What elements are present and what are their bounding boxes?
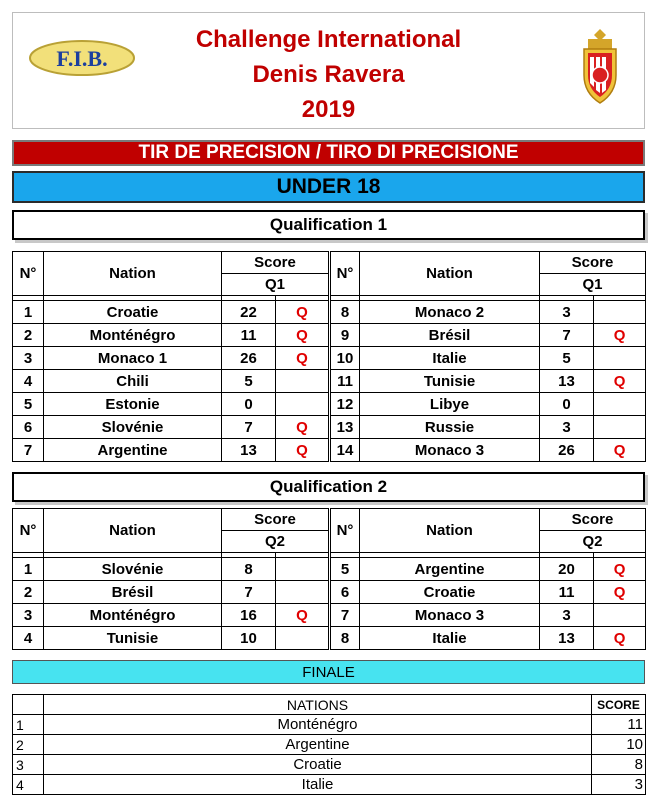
finale-col-score: SCORE bbox=[592, 695, 646, 715]
row-number: 3 bbox=[13, 347, 44, 370]
finale-banner: FINALE bbox=[12, 660, 645, 684]
row-number: 8 bbox=[330, 627, 360, 650]
row-nation: Slovénie bbox=[44, 416, 222, 439]
header-year: 2019 bbox=[301, 96, 356, 123]
row-score: 16 bbox=[222, 604, 276, 627]
table-row bbox=[13, 370, 646, 393]
row-number: 5 bbox=[13, 393, 44, 416]
row-number: 13 bbox=[330, 416, 360, 439]
qualified-mark bbox=[594, 393, 646, 416]
qualified-mark: Q bbox=[594, 627, 646, 650]
row-number: 4 bbox=[13, 627, 44, 650]
header-title-line2: Denis Ravera bbox=[252, 61, 405, 88]
row-number: 7 bbox=[13, 439, 44, 462]
finale-nation: Argentine bbox=[44, 735, 592, 755]
finale-nation: Monténégro bbox=[44, 715, 592, 735]
section-banner: TIR DE PRECISION / TIRO DI PRECISIONE bbox=[12, 140, 645, 166]
row-number: 2 bbox=[13, 581, 44, 604]
col-header-score: Score bbox=[222, 509, 330, 531]
row-number: 5 bbox=[330, 558, 360, 581]
row-number: 12 bbox=[330, 393, 360, 416]
table-row bbox=[13, 439, 646, 462]
table-row bbox=[13, 581, 646, 604]
row-number: 1 bbox=[13, 558, 44, 581]
header-title-line1: Challenge International bbox=[195, 26, 462, 53]
qualified-mark: Q bbox=[276, 416, 330, 439]
finale-score: 11 bbox=[592, 715, 646, 735]
finale-table bbox=[12, 694, 646, 795]
row-score: 3 bbox=[540, 416, 594, 439]
col-header-num: N° bbox=[330, 252, 360, 296]
row-nation: Brésil bbox=[360, 324, 540, 347]
finale-row bbox=[13, 775, 646, 795]
col-header-score: Score bbox=[222, 252, 330, 274]
finale-nation: Croatie bbox=[44, 755, 592, 775]
col-header-q1: Q1 bbox=[222, 274, 330, 296]
row-number: 6 bbox=[330, 581, 360, 604]
table-row bbox=[13, 416, 646, 439]
finale-row bbox=[13, 715, 646, 735]
finale-row bbox=[13, 735, 646, 755]
qualified-mark: Q bbox=[594, 581, 646, 604]
row-score: 26 bbox=[540, 439, 594, 462]
qualified-mark: Q bbox=[276, 439, 330, 462]
row-score: 5 bbox=[540, 347, 594, 370]
qualified-mark bbox=[276, 393, 330, 416]
qualification1-table bbox=[12, 251, 646, 462]
col-header-nation: Nation bbox=[360, 252, 540, 296]
row-number: 1 bbox=[13, 301, 44, 324]
finale-rank: 2 bbox=[13, 735, 44, 755]
row-number: 6 bbox=[13, 416, 44, 439]
fib-logo-text: F.I.B. bbox=[56, 46, 108, 71]
row-score: 26 bbox=[222, 347, 276, 370]
row-number: 7 bbox=[330, 604, 360, 627]
finale-score: 3 bbox=[592, 775, 646, 795]
qualification1-title: Qualification 1 bbox=[12, 210, 645, 240]
qualified-mark bbox=[276, 581, 330, 604]
row-number: 10 bbox=[330, 347, 360, 370]
row-score: 0 bbox=[540, 393, 594, 416]
qualified-mark bbox=[594, 301, 646, 324]
monaco-crest-logo bbox=[580, 27, 620, 105]
col-header-nation: Nation bbox=[44, 509, 222, 553]
row-nation: Croatie bbox=[360, 581, 540, 604]
row-score: 11 bbox=[222, 324, 276, 347]
row-number: 8 bbox=[330, 301, 360, 324]
qualification2-title: Qualification 2 bbox=[12, 472, 645, 502]
row-nation: Monténégro bbox=[44, 324, 222, 347]
col-header-nation: Nation bbox=[44, 252, 222, 296]
row-number: 4 bbox=[13, 370, 44, 393]
row-score: 3 bbox=[540, 604, 594, 627]
row-nation: Italie bbox=[360, 347, 540, 370]
row-nation: Italie bbox=[360, 627, 540, 650]
col-header-num: N° bbox=[330, 509, 360, 553]
row-nation: Croatie bbox=[44, 301, 222, 324]
qualified-mark: Q bbox=[276, 347, 330, 370]
row-nation: Russie bbox=[360, 416, 540, 439]
qualified-mark: Q bbox=[594, 439, 646, 462]
table-row bbox=[13, 393, 646, 416]
row-nation: Tunisie bbox=[360, 370, 540, 393]
event-header bbox=[12, 12, 645, 129]
row-nation: Libye bbox=[360, 393, 540, 416]
finale-row bbox=[13, 755, 646, 775]
row-nation: Monaco 3 bbox=[360, 604, 540, 627]
row-score: 7 bbox=[222, 581, 276, 604]
col-header-num: N° bbox=[13, 252, 44, 296]
row-number: 14 bbox=[330, 439, 360, 462]
row-nation: Estonie bbox=[44, 393, 222, 416]
row-score: 13 bbox=[540, 370, 594, 393]
qualified-mark: Q bbox=[276, 301, 330, 324]
qualified-mark: Q bbox=[594, 558, 646, 581]
row-nation: Brésil bbox=[44, 581, 222, 604]
table-row bbox=[13, 627, 646, 650]
row-nation: Monténégro bbox=[44, 604, 222, 627]
row-score: 8 bbox=[222, 558, 276, 581]
qualified-mark bbox=[594, 604, 646, 627]
finale-score: 10 bbox=[592, 735, 646, 755]
row-number: 3 bbox=[13, 604, 44, 627]
col-header-nation: Nation bbox=[360, 509, 540, 553]
row-score: 0 bbox=[222, 393, 276, 416]
row-nation: Chili bbox=[44, 370, 222, 393]
table-row bbox=[13, 347, 646, 370]
table-row bbox=[13, 301, 646, 324]
qualified-mark bbox=[594, 416, 646, 439]
col-header-score: Score bbox=[540, 509, 646, 531]
row-score: 7 bbox=[540, 324, 594, 347]
finale-rank: 1 bbox=[13, 715, 44, 735]
col-header-q2: Q2 bbox=[222, 531, 330, 553]
row-score: 22 bbox=[222, 301, 276, 324]
finale-rank: 3 bbox=[13, 755, 44, 775]
qualified-mark: Q bbox=[276, 324, 330, 347]
qualified-mark: Q bbox=[276, 604, 330, 627]
row-score: 13 bbox=[222, 439, 276, 462]
row-score: 20 bbox=[540, 558, 594, 581]
qualified-mark bbox=[276, 370, 330, 393]
col-header-q2: Q2 bbox=[540, 531, 646, 553]
category-banner: UNDER 18 bbox=[12, 171, 645, 203]
finale-rank: 4 bbox=[13, 775, 44, 795]
qualified-mark bbox=[594, 347, 646, 370]
row-score: 13 bbox=[540, 627, 594, 650]
qualification2-table bbox=[12, 508, 646, 650]
row-score: 3 bbox=[540, 301, 594, 324]
row-nation: Monaco 1 bbox=[44, 347, 222, 370]
finale-score: 8 bbox=[592, 755, 646, 775]
row-number: 11 bbox=[330, 370, 360, 393]
table-row bbox=[13, 324, 646, 347]
col-header-q1: Q1 bbox=[540, 274, 646, 296]
qualified-mark bbox=[276, 627, 330, 650]
row-nation: Tunisie bbox=[44, 627, 222, 650]
row-number: 9 bbox=[330, 324, 360, 347]
qualified-mark: Q bbox=[594, 370, 646, 393]
row-score: 7 bbox=[222, 416, 276, 439]
row-nation: Monaco 3 bbox=[360, 439, 540, 462]
row-number: 2 bbox=[13, 324, 44, 347]
finale-col-nations: NATIONS bbox=[44, 695, 592, 715]
table-row bbox=[13, 558, 646, 581]
table-row bbox=[13, 604, 646, 627]
col-header-score: Score bbox=[540, 252, 646, 274]
row-nation: Slovénie bbox=[44, 558, 222, 581]
row-score: 11 bbox=[540, 581, 594, 604]
qualified-mark: Q bbox=[594, 324, 646, 347]
row-nation: Argentine bbox=[44, 439, 222, 462]
row-nation: Monaco 2 bbox=[360, 301, 540, 324]
row-score: 10 bbox=[222, 627, 276, 650]
row-score: 5 bbox=[222, 370, 276, 393]
qualified-mark bbox=[276, 558, 330, 581]
col-header-num: N° bbox=[13, 509, 44, 553]
row-nation: Argentine bbox=[360, 558, 540, 581]
finale-nation: Italie bbox=[44, 775, 592, 795]
